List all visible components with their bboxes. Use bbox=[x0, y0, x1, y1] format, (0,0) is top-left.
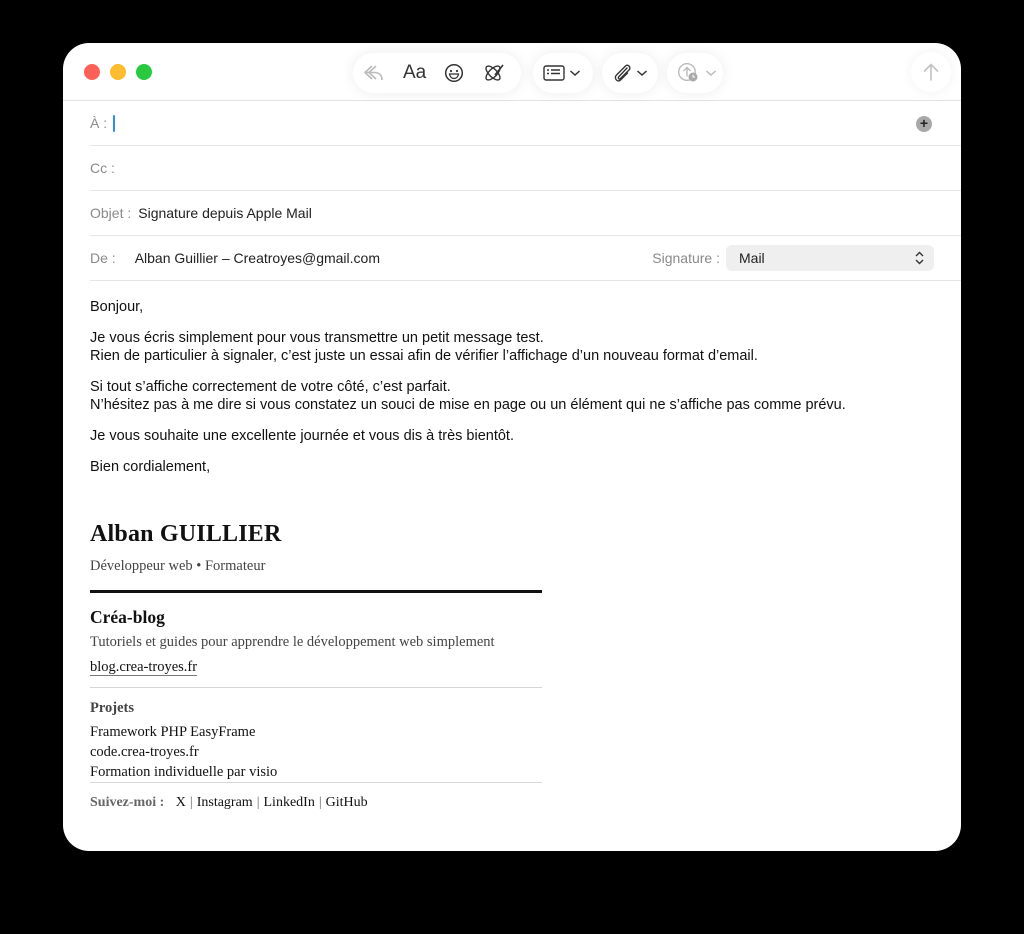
subject-label: Objet : bbox=[90, 205, 132, 221]
photo-browser-button[interactable] bbox=[677, 62, 717, 84]
close-window-button[interactable] bbox=[84, 64, 100, 80]
toolbar-group-header-fields bbox=[533, 53, 593, 93]
body-closing: Bien cordialement, bbox=[90, 459, 211, 475]
signature-divider bbox=[90, 687, 542, 688]
social-link-github[interactable]: GitHub bbox=[325, 795, 368, 810]
signature-role: Développeur web • Formateur bbox=[90, 558, 266, 574]
format-label: Aa bbox=[403, 62, 427, 83]
to-label: À : bbox=[90, 115, 108, 131]
chevron-down-icon bbox=[636, 69, 648, 77]
from-field bbox=[90, 236, 961, 281]
project-item[interactable]: code.crea-troyes.fr bbox=[90, 744, 199, 760]
social-link-instagram[interactable]: Instagram bbox=[196, 795, 253, 810]
reply-button[interactable] bbox=[363, 63, 385, 83]
toolbar-group-attach bbox=[602, 53, 658, 93]
email-signature bbox=[90, 521, 542, 811]
format-button[interactable] bbox=[403, 62, 426, 84]
add-contact-button[interactable]: + bbox=[916, 116, 932, 132]
emoji-icon bbox=[444, 63, 464, 83]
social-link-x[interactable]: X bbox=[175, 795, 186, 810]
header-fields-icon bbox=[543, 65, 565, 81]
toolbar-group-format bbox=[353, 53, 521, 93]
mail-compose-window bbox=[63, 43, 961, 851]
project-item: Formation individuelle par visio bbox=[90, 764, 278, 780]
message-body[interactable] bbox=[90, 298, 940, 489]
subject-field[interactable] bbox=[90, 191, 961, 236]
body-greeting: Bonjour, bbox=[90, 299, 144, 315]
body-paragraph-1: Je vous écris simplement pour vous transmettre un petit message test. Rien de particulier à signaler, c’est juste un essai afin de vérifier l’affichage d’un nouveau format d’email. bbox=[90, 330, 758, 364]
social-link-linkedin[interactable]: LinkedIn bbox=[263, 795, 315, 810]
signature-label: Signature : bbox=[652, 250, 720, 266]
send-arrow-icon bbox=[922, 62, 940, 82]
toolbar-group-photos bbox=[667, 53, 723, 93]
reply-icon bbox=[363, 63, 385, 83]
cc-field[interactable] bbox=[90, 146, 961, 191]
minimize-window-button[interactable] bbox=[110, 64, 126, 80]
text-caret bbox=[113, 115, 115, 132]
body-paragraph-2: Si tout s’affiche correctement de votre côté, c’est parfait. N’hésitez pas à me dire si vous constatez un souci de mise en page ou un élément qui ne s’affiche pas comme prévu. bbox=[90, 379, 846, 413]
signature-social: Suivez-moi : X | Instagram | LinkedIn | GitHub bbox=[90, 795, 368, 810]
signature-blog-link[interactable]: blog.crea-troyes.fr bbox=[90, 659, 198, 675]
paperclip-icon bbox=[612, 62, 632, 84]
title-bar bbox=[63, 43, 961, 101]
emoji-button[interactable] bbox=[444, 63, 464, 83]
send-button[interactable] bbox=[911, 52, 951, 92]
maximize-window-button[interactable] bbox=[136, 64, 152, 80]
body-paragraph-3: Je vous souhaite une excellente journée et vous dis à très bientôt. bbox=[90, 428, 514, 444]
traffic-lights bbox=[84, 64, 152, 80]
social-label: Suivez-moi : bbox=[90, 795, 165, 810]
subject-input[interactable]: Signature depuis Apple Mail bbox=[138, 205, 312, 221]
signature-blog-description: Tutoriels et guides pour apprendre le développement web simplement bbox=[90, 634, 495, 650]
from-label: De : bbox=[90, 250, 116, 266]
signature-projects-title: Projets bbox=[90, 700, 135, 716]
chevron-down-icon bbox=[705, 69, 717, 77]
project-item: Framework PHP EasyFrame bbox=[90, 724, 256, 740]
to-field[interactable] bbox=[90, 101, 961, 146]
writing-tools-icon bbox=[482, 62, 506, 84]
signature-select-value: Mail bbox=[739, 250, 765, 266]
signature-divider bbox=[90, 782, 542, 783]
updown-chevron-icon bbox=[915, 251, 924, 265]
chevron-down-icon bbox=[569, 69, 581, 77]
from-select[interactable]: Alban Guillier – Creatroyes@gmail.com bbox=[134, 250, 380, 266]
writing-tools-button[interactable] bbox=[482, 62, 506, 84]
cc-label: Cc : bbox=[90, 160, 115, 176]
signature-divider-thick bbox=[90, 590, 542, 593]
signature-name: Alban GUILLIER bbox=[90, 521, 282, 547]
attach-button[interactable] bbox=[612, 62, 648, 84]
upload-clock-icon bbox=[677, 62, 701, 84]
signature-projects-list bbox=[90, 722, 542, 782]
signature-select[interactable] bbox=[726, 245, 934, 271]
header-fields-button[interactable] bbox=[543, 65, 581, 81]
signature-blog-title: Créa-blog bbox=[90, 607, 165, 627]
